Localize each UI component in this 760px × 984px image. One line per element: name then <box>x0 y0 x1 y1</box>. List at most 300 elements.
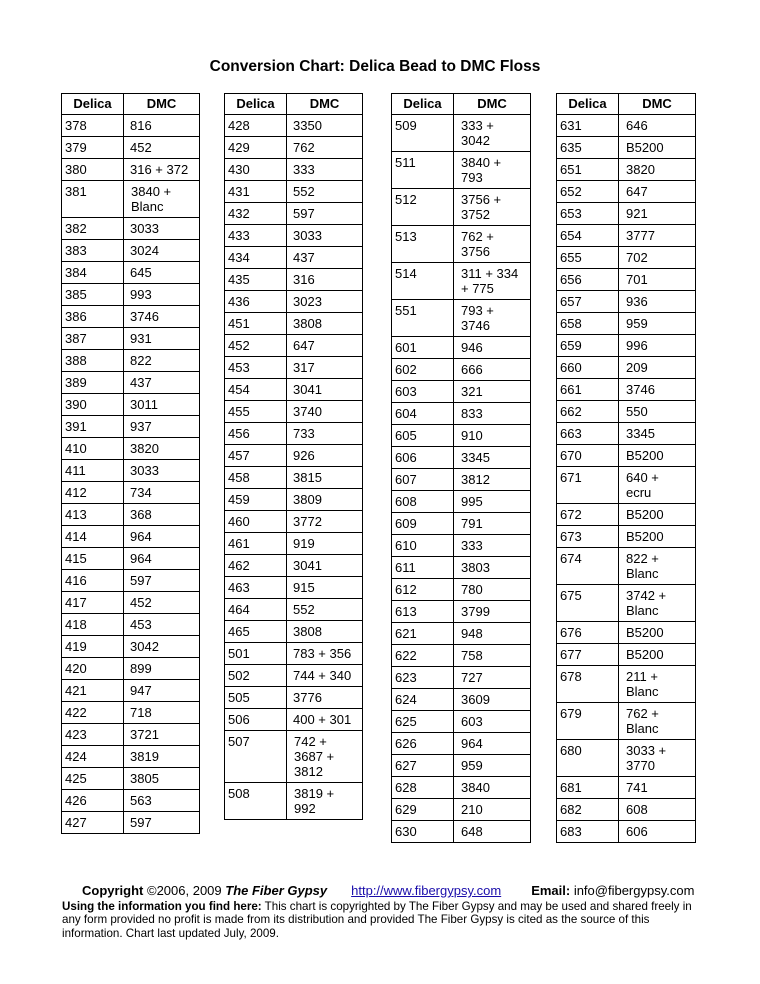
delica-cell <box>392 733 454 755</box>
dmc-cell <box>124 372 200 394</box>
table-row <box>557 291 696 313</box>
delica-cell <box>225 533 287 555</box>
delica-cell <box>225 137 287 159</box>
dmc-value: 452 <box>130 595 152 610</box>
table-row <box>62 658 200 680</box>
delica-value: 459 <box>228 492 250 507</box>
table-row <box>557 181 696 203</box>
dmc-cell <box>619 313 696 335</box>
dmc-cell <box>619 401 696 423</box>
dmc-value: 603 <box>461 714 483 729</box>
dmc-cell <box>287 225 363 247</box>
dmc-cell <box>124 159 200 181</box>
dmc-value: 597 <box>130 573 152 588</box>
dmc-value: 333 + 3042 <box>461 118 494 148</box>
delica-value: 631 <box>560 118 582 133</box>
dmc-cell <box>454 667 531 689</box>
table-row <box>225 247 363 269</box>
dmc-cell <box>619 181 696 203</box>
table-row <box>557 644 696 666</box>
dmc-cell <box>124 702 200 724</box>
delica-value: 605 <box>395 428 417 443</box>
dmc-value: 3033 <box>293 228 322 243</box>
dmc-cell <box>454 821 531 843</box>
delica-value: 426 <box>65 793 87 808</box>
dmc-value: 3777 <box>626 228 655 243</box>
dmc-cell <box>619 159 696 181</box>
header-row <box>225 94 363 115</box>
table-row <box>62 570 200 592</box>
dmc-value: 3803 <box>461 560 490 575</box>
email-address: info@fibergypsy.com <box>570 883 695 898</box>
delica-value: 387 <box>65 331 87 346</box>
delica-cell <box>62 372 124 394</box>
delica-cell <box>392 535 454 557</box>
delica-cell <box>62 438 124 460</box>
delica-cell <box>225 181 287 203</box>
dmc-value: 3746 <box>130 309 159 324</box>
delica-value: 622 <box>395 648 417 663</box>
delica-value: 661 <box>560 382 582 397</box>
dmc-value: 948 <box>461 626 483 641</box>
delica-value: 678 <box>560 669 582 684</box>
dmc-value: 608 <box>626 802 648 817</box>
table-row <box>392 403 531 425</box>
delica-value: 385 <box>65 287 87 302</box>
dmc-cell <box>287 203 363 225</box>
delica-value: 413 <box>65 507 87 522</box>
delica-cell <box>557 622 619 644</box>
delica-cell <box>557 423 619 445</box>
delica-cell <box>392 667 454 689</box>
dmc-value: 3041 <box>293 558 322 573</box>
dmc-cell <box>454 189 531 226</box>
delica-value: 460 <box>228 514 250 529</box>
delica-cell <box>392 799 454 821</box>
dmc-value: 3756 + 3752 <box>461 192 502 222</box>
table-row <box>62 746 200 768</box>
dmc-value: 964 <box>130 551 152 566</box>
delica-value: 635 <box>560 140 582 155</box>
dmc-cell <box>619 467 696 504</box>
delica-cell <box>557 269 619 291</box>
delica-cell <box>62 790 124 812</box>
delica-value: 383 <box>65 243 87 258</box>
dmc-cell <box>619 821 696 843</box>
delica-value: 451 <box>228 316 250 331</box>
dmc-cell <box>454 152 531 189</box>
dmc-cell <box>124 526 200 548</box>
delica-cell <box>392 469 454 491</box>
conversion-table-3 <box>391 93 531 843</box>
table-row <box>557 703 696 740</box>
dmc-value: 701 <box>626 272 648 287</box>
dmc-value: 3345 <box>461 450 490 465</box>
dmc-value: 333 <box>461 538 483 553</box>
table-row <box>557 445 696 467</box>
usage-label: Using the information you find here: <box>62 899 262 913</box>
delica-value: 417 <box>65 595 87 610</box>
delica-header: Delica <box>62 94 124 115</box>
delica-value: 613 <box>395 604 417 619</box>
table-row <box>62 284 200 306</box>
table-row <box>225 555 363 577</box>
table-row <box>392 189 531 226</box>
table-row <box>62 614 200 636</box>
dmc-cell <box>124 768 200 790</box>
dmc-cell <box>454 115 531 152</box>
delica-cell <box>225 783 287 820</box>
table-row <box>392 300 531 337</box>
dmc-value: 400 + 301 <box>293 712 352 727</box>
delica-value: 410 <box>65 441 87 456</box>
table-row <box>225 643 363 665</box>
dmc-cell <box>619 504 696 526</box>
brand-name: The Fiber Gypsy <box>225 883 328 898</box>
delica-cell <box>62 680 124 702</box>
dmc-cell <box>124 658 200 680</box>
dmc-header: DMC <box>287 94 363 115</box>
dmc-cell <box>287 137 363 159</box>
table-row <box>225 401 363 423</box>
delica-value: 430 <box>228 162 250 177</box>
delica-value: 551 <box>395 303 417 318</box>
dmc-value: 3041 <box>293 382 322 397</box>
delica-header: Delica <box>225 94 287 115</box>
delica-value: 422 <box>65 705 87 720</box>
dmc-cell <box>124 636 200 658</box>
dmc-cell <box>124 438 200 460</box>
dmc-value: 552 <box>293 184 315 199</box>
dmc-value: 816 <box>130 118 152 133</box>
dmc-value: 333 <box>293 162 315 177</box>
dmc-value: 3345 <box>626 426 655 441</box>
delica-value: 514 <box>395 266 417 281</box>
table-row <box>392 601 531 623</box>
table-row <box>62 350 200 372</box>
dmc-value: 762 + 3756 <box>461 229 494 259</box>
delica-cell <box>62 328 124 350</box>
dmc-value: 793 + 3746 <box>461 303 494 333</box>
delica-value: 424 <box>65 749 87 764</box>
table-row <box>557 269 696 291</box>
delica-cell <box>225 555 287 577</box>
delica-cell <box>392 711 454 733</box>
dmc-value: 3840 <box>461 780 490 795</box>
dmc-cell <box>287 115 363 137</box>
dmc-value: 762 <box>293 140 315 155</box>
table-row <box>62 181 200 218</box>
delica-cell <box>62 548 124 570</box>
dmc-cell <box>619 666 696 703</box>
dmc-cell <box>124 570 200 592</box>
delica-cell <box>557 526 619 548</box>
table-row <box>62 460 200 482</box>
table-row <box>62 328 200 350</box>
table-row <box>225 665 363 687</box>
table-row <box>62 548 200 570</box>
table-row <box>62 526 200 548</box>
conversion-table-2 <box>224 93 363 820</box>
delica-cell <box>225 379 287 401</box>
table-row <box>225 225 363 247</box>
delica-value: 679 <box>560 706 582 721</box>
delica-cell <box>225 269 287 291</box>
delica-cell <box>225 445 287 467</box>
dmc-value: 833 <box>461 406 483 421</box>
website-link[interactable]: http://www.fibergypsy.com <box>351 883 502 898</box>
footer <box>62 884 712 940</box>
dmc-value: 993 <box>130 287 152 302</box>
table-row <box>225 577 363 599</box>
delica-cell <box>557 467 619 504</box>
delica-value: 511 <box>395 155 416 170</box>
table-row <box>225 687 363 709</box>
dmc-value: 926 <box>293 448 315 463</box>
dmc-cell <box>619 622 696 644</box>
dmc-cell <box>454 689 531 711</box>
delica-cell <box>225 225 287 247</box>
table-row <box>557 115 696 137</box>
delica-cell <box>62 746 124 768</box>
dmc-cell <box>124 746 200 768</box>
delica-cell <box>392 337 454 359</box>
table-row <box>225 269 363 291</box>
conversion-table-4 <box>556 93 696 843</box>
table-row <box>225 137 363 159</box>
dmc-cell <box>619 548 696 585</box>
delica-cell <box>392 821 454 843</box>
dmc-value: 3840 + Blanc <box>131 184 172 214</box>
dmc-cell <box>124 548 200 570</box>
dmc-cell <box>287 489 363 511</box>
table-row <box>557 666 696 703</box>
dmc-value: 3033 + 3770 <box>626 743 667 773</box>
delica-cell <box>392 491 454 513</box>
table-row <box>62 137 200 159</box>
delica-cell <box>62 592 124 614</box>
delica-cell <box>225 599 287 621</box>
delica-cell <box>392 777 454 799</box>
delica-value: 607 <box>395 472 417 487</box>
table-row <box>225 423 363 445</box>
delica-cell <box>62 284 124 306</box>
table-row <box>392 226 531 263</box>
table-row <box>225 335 363 357</box>
delica-value: 609 <box>395 516 417 531</box>
table-row <box>62 592 200 614</box>
copyright-line <box>62 884 712 898</box>
delica-cell <box>62 115 124 137</box>
dmc-value: 3805 <box>130 771 159 786</box>
delica-cell <box>62 262 124 284</box>
dmc-cell <box>454 359 531 381</box>
table-row <box>392 381 531 403</box>
delica-cell <box>392 755 454 777</box>
table-row <box>62 702 200 724</box>
table-row <box>225 159 363 181</box>
dmc-cell <box>454 513 531 535</box>
dmc-value: 3609 <box>461 692 490 707</box>
dmc-value: B5200 <box>626 625 664 640</box>
dmc-cell <box>619 777 696 799</box>
delica-value: 630 <box>395 824 417 839</box>
dmc-value: 597 <box>130 815 152 830</box>
delica-value: 621 <box>395 626 417 641</box>
dmc-value: 702 <box>626 250 648 265</box>
delica-value: 671 <box>560 470 582 485</box>
delica-cell <box>62 460 124 482</box>
dmc-cell <box>619 357 696 379</box>
delica-value: 416 <box>65 573 87 588</box>
dmc-cell <box>619 291 696 313</box>
table-row <box>225 291 363 313</box>
delica-value: 429 <box>228 140 250 155</box>
dmc-value: 959 <box>626 316 648 331</box>
dmc-cell <box>124 790 200 812</box>
dmc-header: DMC <box>124 94 200 115</box>
delica-cell <box>225 159 287 181</box>
dmc-header: DMC <box>619 94 696 115</box>
delica-value: 389 <box>65 375 87 390</box>
dmc-value: 645 <box>130 265 152 280</box>
delica-cell <box>392 263 454 300</box>
delica-cell <box>557 335 619 357</box>
delica-value: 659 <box>560 338 582 353</box>
dmc-value: 899 <box>130 661 152 676</box>
delica-cell <box>62 812 124 834</box>
dmc-value: 3772 <box>293 514 322 529</box>
table-row <box>62 115 200 137</box>
table-row <box>62 636 200 658</box>
delica-cell <box>392 359 454 381</box>
dmc-value: 321 <box>461 384 483 399</box>
dmc-value: B5200 <box>626 507 664 522</box>
copyright-label: Copyright <box>82 883 144 898</box>
delica-cell <box>392 381 454 403</box>
delica-cell <box>557 313 619 335</box>
delica-cell <box>225 621 287 643</box>
table-row <box>62 394 200 416</box>
delica-cell <box>557 548 619 585</box>
delica-value: 423 <box>65 727 87 742</box>
table-row <box>392 425 531 447</box>
dmc-cell <box>124 115 200 137</box>
table-row <box>557 467 696 504</box>
table-row <box>225 313 363 335</box>
delica-value: 390 <box>65 397 87 412</box>
table-row <box>392 667 531 689</box>
table-row <box>392 337 531 359</box>
dmc-value: 3815 <box>293 470 322 485</box>
dmc-value: 437 <box>130 375 152 390</box>
delica-value: 414 <box>65 529 87 544</box>
delica-cell <box>62 724 124 746</box>
dmc-cell <box>287 159 363 181</box>
delica-cell <box>557 181 619 203</box>
table-row <box>557 423 696 445</box>
dmc-value: 317 <box>293 360 315 375</box>
table-row <box>557 504 696 526</box>
dmc-cell <box>124 482 200 504</box>
table-row <box>392 755 531 777</box>
table-row <box>225 599 363 621</box>
table-row <box>392 733 531 755</box>
header-row <box>392 94 531 115</box>
delica-cell <box>225 467 287 489</box>
table-row <box>225 115 363 137</box>
dmc-cell <box>287 401 363 423</box>
delica-value: 427 <box>65 815 87 830</box>
delica-cell <box>557 445 619 467</box>
delica-cell <box>62 416 124 438</box>
dmc-cell <box>287 181 363 203</box>
dmc-cell <box>454 579 531 601</box>
delica-value: 623 <box>395 670 417 685</box>
dmc-cell <box>619 379 696 401</box>
dmc-value: 646 <box>626 118 648 133</box>
table-row <box>557 821 696 843</box>
dmc-value: 964 <box>461 736 483 751</box>
dmc-value: 3776 <box>293 690 322 705</box>
delica-cell <box>225 115 287 137</box>
dmc-value: 995 <box>461 494 483 509</box>
delica-value: 512 <box>395 192 417 207</box>
dmc-value: 946 <box>461 340 483 355</box>
delica-cell <box>557 821 619 843</box>
delica-cell <box>225 489 287 511</box>
delica-cell <box>557 247 619 269</box>
table-row <box>557 799 696 821</box>
delica-value: 655 <box>560 250 582 265</box>
delica-cell <box>225 313 287 335</box>
delica-cell <box>557 379 619 401</box>
table-row <box>225 731 363 783</box>
delica-value: 458 <box>228 470 250 485</box>
table-row <box>557 777 696 799</box>
delica-cell <box>225 731 287 783</box>
dmc-value: 3808 <box>293 316 322 331</box>
usage-notice <box>62 900 712 941</box>
dmc-cell <box>124 724 200 746</box>
delica-cell <box>62 702 124 724</box>
dmc-cell <box>454 425 531 447</box>
dmc-cell <box>124 460 200 482</box>
dmc-cell <box>124 137 200 159</box>
delica-cell <box>392 226 454 263</box>
delica-value: 434 <box>228 250 250 265</box>
dmc-value: 3840 + 793 <box>461 155 502 185</box>
delica-value: 386 <box>65 309 87 324</box>
dmc-value: 311 + 334 + 775 <box>461 266 519 296</box>
delica-cell <box>62 526 124 548</box>
delica-value: 653 <box>560 206 582 221</box>
table-row <box>225 445 363 467</box>
delica-value: 509 <box>395 118 417 133</box>
dmc-cell <box>124 350 200 372</box>
delica-value: 465 <box>228 624 250 639</box>
dmc-value: 3024 <box>130 243 159 258</box>
delica-value: 624 <box>395 692 417 707</box>
delica-value: 627 <box>395 758 417 773</box>
delica-cell <box>225 291 287 313</box>
delica-value: 425 <box>65 771 87 786</box>
dmc-value: 3809 <box>293 492 322 507</box>
table-row <box>225 533 363 555</box>
delica-value: 432 <box>228 206 250 221</box>
delica-value: 454 <box>228 382 250 397</box>
table-row <box>557 548 696 585</box>
